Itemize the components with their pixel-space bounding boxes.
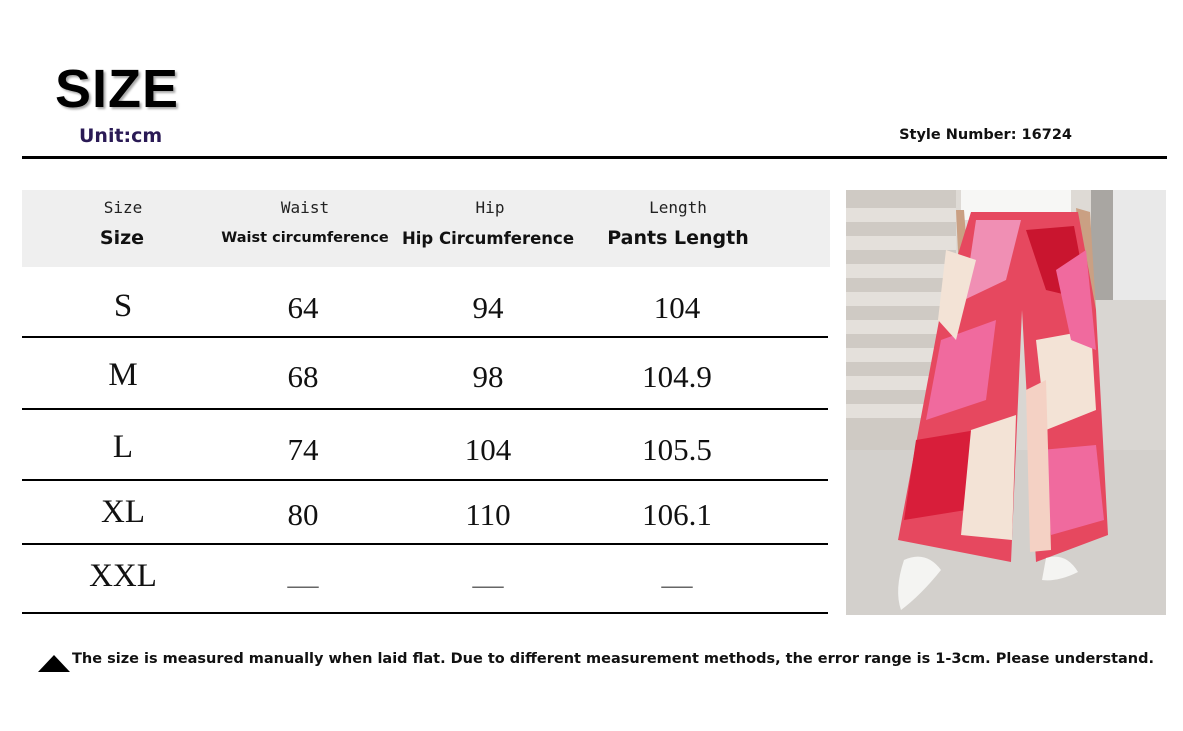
table-row [22,558,828,614]
row-waist: __ [287,556,319,591]
row-waist: 68 [287,359,319,394]
header-hip: Hip Circumference [401,229,575,248]
row-length: 105.5 [642,432,712,467]
row-size: XL [101,494,145,530]
row-hip: 104 [464,432,512,467]
row-size: S [113,288,133,324]
table-row [22,426,828,480]
row-hip: 110 [465,497,511,532]
row-waist: 64 [287,290,319,325]
table-row [22,353,828,409]
row-divider [22,543,828,545]
row-hip: 94 [472,290,504,325]
unit-label: Unit:cm [79,125,163,147]
table-header [22,190,830,267]
header-size: Size [99,227,145,249]
header-waist-en: Waist [280,198,330,217]
row-hip: __ [472,556,504,591]
row-waist: 74 [287,432,319,467]
row-divider [22,408,828,410]
row-length: 106.1 [642,497,712,532]
row-divider [22,612,828,614]
row-size: L [112,429,134,465]
top-divider [22,156,1167,159]
table-row [22,494,828,544]
model-wearing-pants-image [846,190,1166,615]
note-text: The size is measured manually when laid flat. Due to different measurement methods, the error range is 1-3cm. Please understand. [72,650,1155,667]
size-title: SIZE [55,59,180,119]
row-length: __ [661,556,693,591]
measurement-note [38,645,1154,672]
row-length: 104.9 [642,359,712,394]
header-waist: Waist circumference [221,230,389,246]
row-divider [22,479,828,481]
row-size: XXL [89,558,157,594]
size-table [22,190,830,594]
header-length-en: Length [649,198,707,217]
style-number: Style Number: 16724 [899,127,1072,143]
row-divider [22,336,828,338]
table-row [22,285,828,337]
product-photo [846,190,1166,615]
row-length: 104 [653,290,701,325]
header-hip-en: Hip [475,198,505,217]
header-length: Pants Length [607,227,749,249]
row-waist: 80 [287,497,319,532]
warning-triangle-icon [38,655,70,672]
row-size: M [108,357,138,393]
row-hip: 98 [472,359,504,394]
header-size-en: Size [103,198,143,217]
